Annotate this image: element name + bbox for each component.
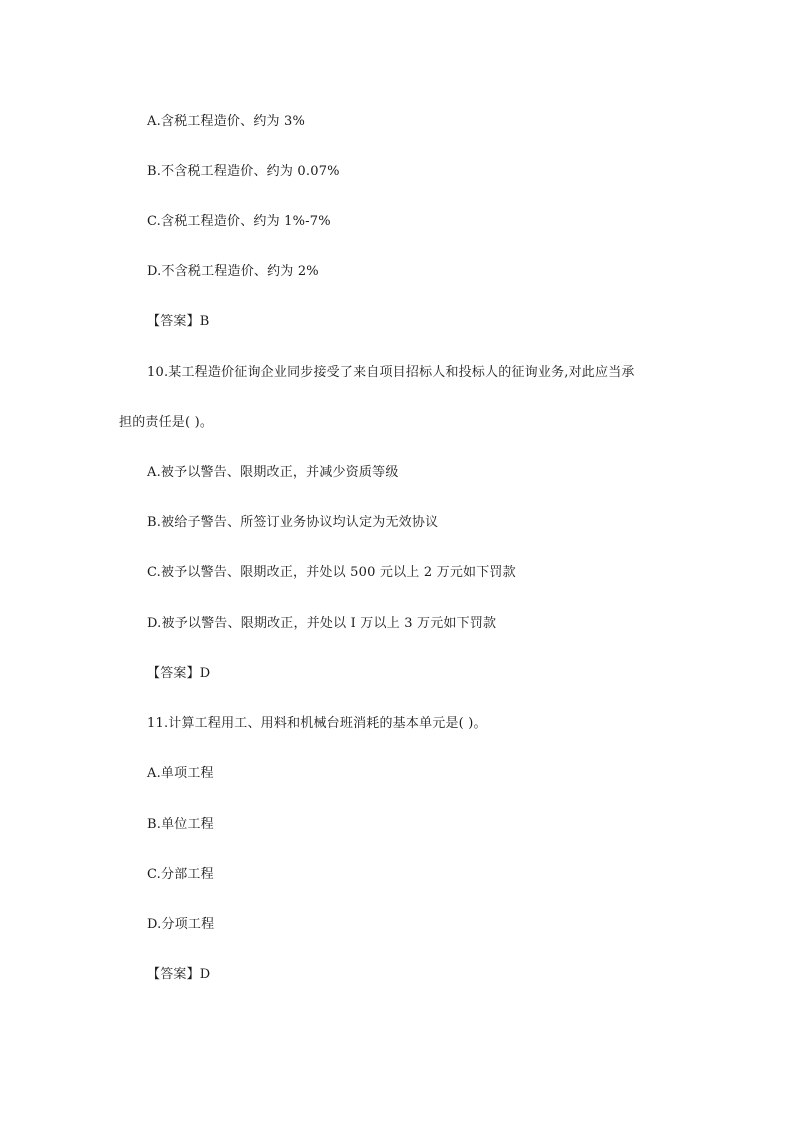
q9-option-c: C.含税工程造价、约为 1%-7% — [147, 214, 331, 229]
q10-stem-line2: 担的责任是( )。 — [119, 415, 214, 430]
q10-option-d: D.被予以警告、限期改正，并处以 I 万以上 3 万元如下罚款 — [147, 616, 497, 631]
q10-answer: 【答案】D — [147, 666, 211, 681]
q10-option-b: B.被给子警告、所签订业务协议均认定为无效协议 — [147, 515, 439, 530]
q11-option-c: C.分部工程 — [147, 867, 214, 882]
q10-option-c: C.被予以警告、限期改正，并处以 500 元以上 2 万元如下罚款 — [147, 565, 516, 580]
q10-option-a: A.被予以警告、限期改正，并减少资质等级 — [147, 465, 399, 480]
q11-option-a: A.单项工程 — [147, 766, 214, 781]
q9-option-d: D.不含税工程造价、约为 2% — [147, 264, 319, 279]
q11-answer: 【答案】D — [147, 967, 211, 982]
q11-option-b: B.单位工程 — [147, 817, 214, 832]
q11-option-d: D.分项工程 — [147, 917, 215, 932]
q10-stem-line1: 10.某工程造价征询企业同步接受了来自项目招标人和投标人的征询业务,对此应当承 — [147, 365, 635, 380]
q11-stem: 11.计算工程用工、用料和机械台班消耗的基本单元是( )。 — [147, 716, 487, 731]
q9-option-a: A.含税工程造价、约为 3% — [147, 114, 306, 129]
q9-answer: 【答案】B — [147, 314, 210, 329]
q9-option-b: B.不含税工程造价、约为 0.07% — [147, 164, 340, 179]
